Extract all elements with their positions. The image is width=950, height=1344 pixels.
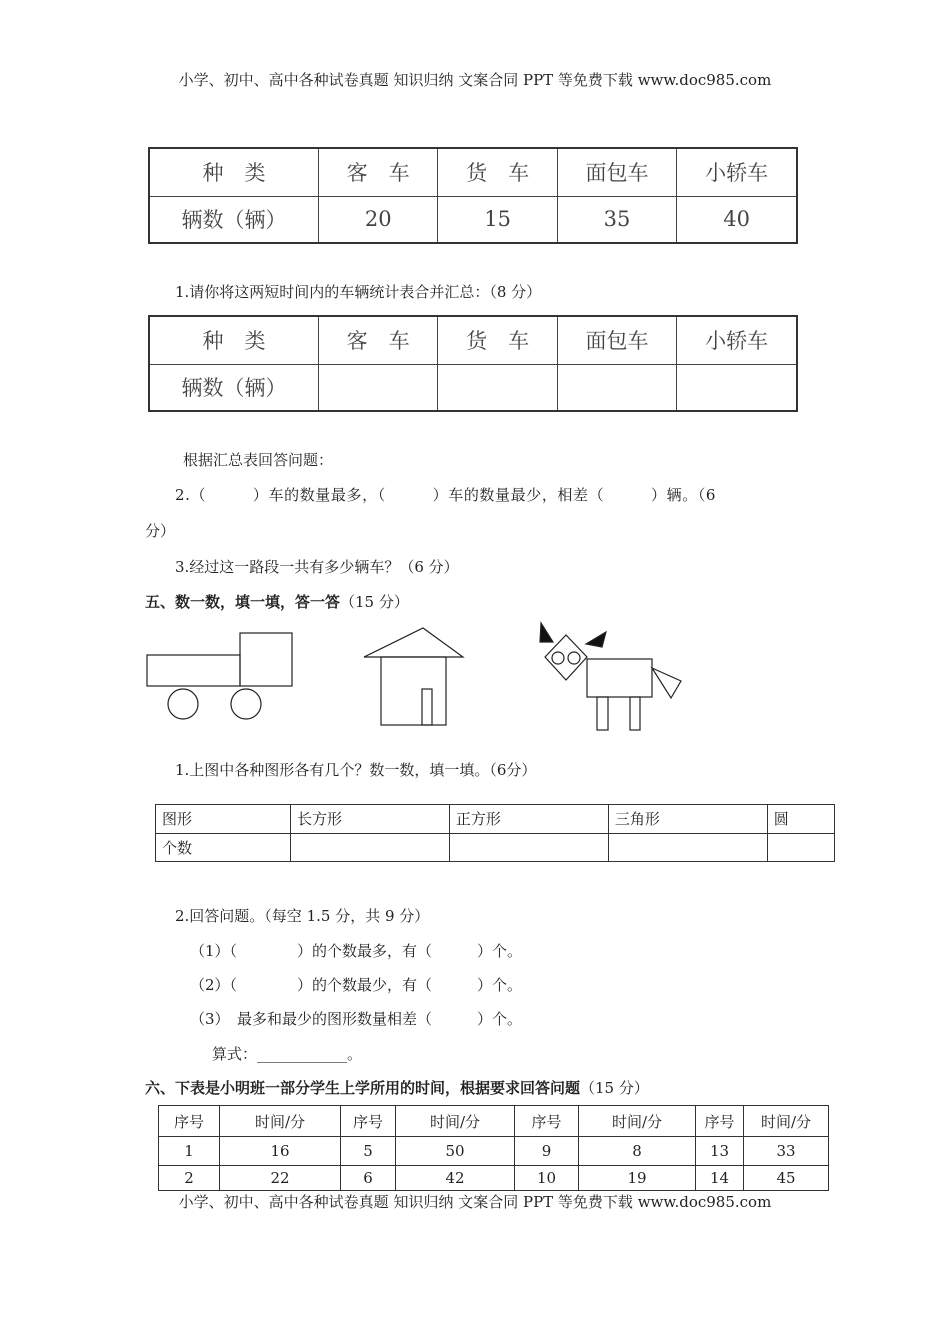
cell: 16 xyxy=(220,1137,341,1166)
answer-cell[interactable] xyxy=(767,833,834,862)
answer-cell[interactable] xyxy=(449,833,608,862)
row-label: 辆数（辆） xyxy=(149,364,319,411)
section-6-heading xyxy=(145,1077,649,1098)
cow-figure xyxy=(540,623,681,730)
value-cell: 15 xyxy=(438,196,557,243)
vehicle-table-original xyxy=(148,147,798,244)
shapes-figure xyxy=(140,620,700,740)
header-cell: 长方形 xyxy=(291,805,450,834)
question-3: 3.经过这一路段一共有多少辆车？（6 分） xyxy=(175,558,459,576)
header-cell: 序号 xyxy=(515,1106,579,1137)
header-cell: 序号 xyxy=(696,1106,744,1137)
header-cell: 客 车 xyxy=(319,316,438,364)
header-cell: 图形 xyxy=(156,805,291,834)
cell: 19 xyxy=(579,1166,696,1191)
value-cell: 20 xyxy=(319,196,438,243)
commute-time-table xyxy=(158,1105,829,1191)
header-cell: 正方形 xyxy=(449,805,608,834)
header-cell: 面包车 xyxy=(557,316,676,364)
cell: 14 xyxy=(696,1166,744,1191)
header-cell: 货 车 xyxy=(438,148,557,196)
cell: 2 xyxy=(159,1166,220,1191)
header-cell: 面包车 xyxy=(557,148,676,196)
header-cell: 小轿车 xyxy=(677,316,797,364)
header-cell: 三角形 xyxy=(608,805,767,834)
header-cell: 时间/分 xyxy=(579,1106,696,1137)
question-1: 1.请你将这两短时间内的车辆统计表合并汇总：（8 分） xyxy=(175,283,542,301)
sub-question: （2）（ ）的个数最少，有（ ）个。 xyxy=(190,976,523,994)
cell: 8 xyxy=(579,1137,696,1166)
section-5-question-1: 1.上图中各种图形各有几个？数一数，填一填。（6分） xyxy=(175,761,537,779)
cell: 10 xyxy=(515,1166,579,1191)
page-footer: 小学、初中、高中各种试卷真题 知识归纳 文案合同 PPT 等免费下载 www.doc985.com xyxy=(178,1193,772,1211)
page-header: 小学、初中、高中各种试卷真题 知识归纳 文案合同 PPT 等免费下载 www.doc985.com xyxy=(178,71,772,89)
answer-cell[interactable] xyxy=(438,364,557,411)
section-title: 五、数一数，填一填，答一答 xyxy=(145,593,341,611)
answer-cell[interactable] xyxy=(677,364,797,411)
shape-count-table xyxy=(155,804,835,862)
sub-question: （1）（ ）的个数最多，有（ ）个。 xyxy=(190,942,523,960)
cell: 45 xyxy=(744,1166,829,1191)
formula-line: 算式：____________。 xyxy=(212,1045,363,1063)
section-5-heading xyxy=(145,591,409,612)
truck-figure xyxy=(147,633,292,719)
header-cell: 时间/分 xyxy=(396,1106,515,1137)
section-5-question-2: 2.回答问题。（每空 1.5 分，共 9 分） xyxy=(175,907,430,925)
section-title: 六、下表是小明班一部分学生上学所用的时间，根据要求回答问题 xyxy=(145,1079,581,1097)
cell: 42 xyxy=(396,1166,515,1191)
header-cell: 客 车 xyxy=(319,148,438,196)
question-2-cont: 分） xyxy=(145,522,176,540)
house-figure xyxy=(364,628,463,725)
header-cell: 时间/分 xyxy=(744,1106,829,1137)
vehicle-summary-table xyxy=(148,315,798,412)
header-cell: 圆 xyxy=(767,805,834,834)
section-score: （15 分） xyxy=(580,1079,649,1097)
header-cell: 种 类 xyxy=(149,316,319,364)
header-cell: 时间/分 xyxy=(220,1106,341,1137)
cell: 5 xyxy=(341,1137,396,1166)
question-2: 2.（ ）车的数量最多，（ ）车的数量最少，相差（ ）辆。（6 xyxy=(175,486,717,504)
cell: 33 xyxy=(744,1137,829,1166)
answer-cell[interactable] xyxy=(557,364,676,411)
answer-cell[interactable] xyxy=(319,364,438,411)
cell: 50 xyxy=(396,1137,515,1166)
row-label: 辆数（辆） xyxy=(149,196,319,243)
sub-question: （3） 最多和最少的图形数量相差（ ）个。 xyxy=(190,1010,523,1028)
answer-cell[interactable] xyxy=(608,833,767,862)
cell: 9 xyxy=(515,1137,579,1166)
instruction: 根据汇总表回答问题： xyxy=(183,451,334,469)
cell: 13 xyxy=(696,1137,744,1166)
header-cell: 序号 xyxy=(159,1106,220,1137)
cell: 1 xyxy=(159,1137,220,1166)
table-row xyxy=(159,1137,829,1166)
section-score: （15 分） xyxy=(340,593,409,611)
row-label: 个数 xyxy=(156,833,291,862)
header-cell: 小轿车 xyxy=(677,148,797,196)
value-cell: 40 xyxy=(677,196,797,243)
cell: 22 xyxy=(220,1166,341,1191)
answer-cell[interactable] xyxy=(291,833,450,862)
cell: 6 xyxy=(341,1166,396,1191)
table-row xyxy=(159,1166,829,1191)
value-cell: 35 xyxy=(557,196,676,243)
header-cell: 种 类 xyxy=(149,148,319,196)
header-cell: 货 车 xyxy=(438,316,557,364)
header-cell: 序号 xyxy=(341,1106,396,1137)
